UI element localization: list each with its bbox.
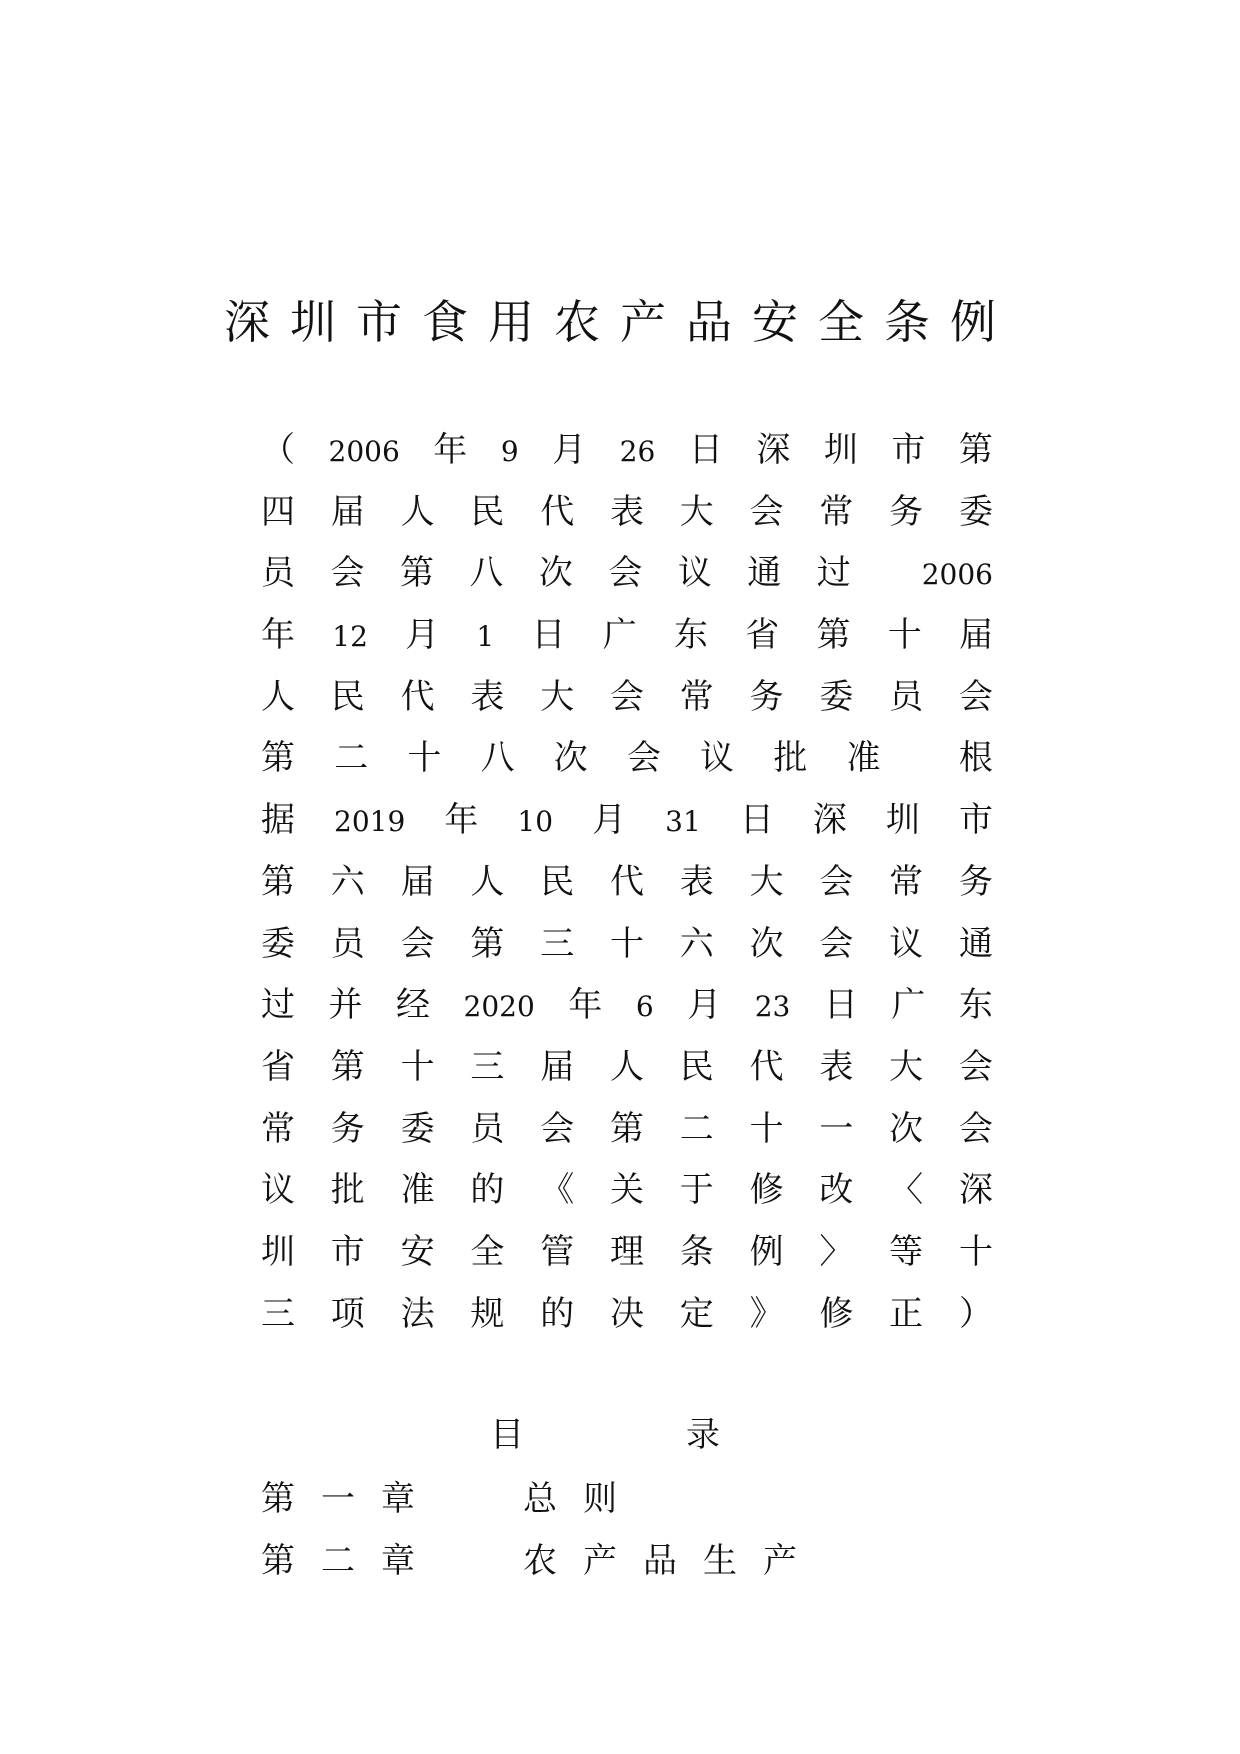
preamble-token: 圳 — [885, 800, 920, 841]
preamble-token: 的 — [470, 1170, 505, 1211]
preamble-token: 东 — [673, 615, 708, 656]
preamble-token: 届 — [330, 491, 365, 532]
preamble-token: 管 — [540, 1231, 575, 1272]
preamble-token: 第 — [330, 1046, 365, 1087]
preamble-line — [261, 1099, 993, 1161]
preamble-token: 员 — [261, 553, 295, 594]
preamble-token: 根 — [958, 738, 993, 779]
preamble-token: 广 — [602, 615, 637, 656]
preamble-token: 三 — [261, 1293, 295, 1334]
preamble-token: 十 — [958, 1231, 993, 1272]
preamble-token: 2006 — [921, 558, 993, 592]
preamble-token: 〉 — [819, 1231, 854, 1272]
preamble-token: 日 — [531, 615, 566, 656]
preamble-token: 第 — [261, 861, 295, 902]
preamble-line — [261, 728, 993, 790]
toc-heading-char: 目 — [490, 1415, 524, 1455]
preamble-token: 年 — [444, 800, 479, 841]
preamble-token: 改 — [819, 1170, 854, 1211]
preamble-token: 三 — [470, 1046, 505, 1087]
preamble-token: 常 — [819, 491, 854, 532]
preamble-token: 会 — [819, 861, 854, 902]
preamble-token: 常 — [889, 861, 924, 902]
preamble-token: 六 — [679, 923, 714, 964]
preamble-token: （ — [261, 430, 295, 470]
toc-entry — [261, 1468, 961, 1530]
preamble-token: 会 — [540, 1108, 575, 1149]
preamble-token: 年 — [433, 430, 468, 470]
preamble-token: 例 — [749, 1231, 784, 1272]
preamble-token: 务 — [330, 1108, 365, 1149]
preamble-token: 第 — [958, 430, 993, 470]
preamble-token: 会 — [749, 491, 784, 532]
preamble-token: 人 — [470, 861, 505, 902]
preamble-token: 大 — [679, 491, 714, 532]
preamble-token: 大 — [889, 1046, 924, 1087]
preamble-token: 圳 — [823, 430, 858, 470]
preamble-token: 务 — [889, 491, 924, 532]
preamble-token: 通 — [958, 923, 993, 964]
preamble-token: 6 — [635, 990, 654, 1024]
preamble-token: 修 — [819, 1293, 854, 1334]
toc-chapter-name: 农产品生产 — [523, 1541, 823, 1581]
preamble-token: 决 — [609, 1293, 644, 1334]
preamble-token: 民 — [330, 676, 365, 717]
preamble-token: 等 — [889, 1231, 924, 1272]
preamble-token: 日 — [823, 985, 858, 1026]
toc-chapter-name: 总则 — [523, 1479, 643, 1519]
preamble-token: 第 — [399, 553, 434, 594]
toc-chapter-label: 第二章 — [261, 1541, 441, 1581]
preamble-token: 并 — [328, 985, 363, 1026]
preamble-token: 修 — [749, 1170, 784, 1211]
preamble-token: 过 — [261, 985, 295, 1026]
preamble-token: 表 — [470, 676, 505, 717]
preamble-token: 二 — [334, 738, 369, 779]
preamble-line — [261, 1037, 993, 1099]
preamble-token: 八 — [480, 738, 515, 779]
preamble-token: 年 — [261, 615, 295, 656]
preamble-line — [261, 543, 993, 605]
preamble-line — [261, 1284, 993, 1346]
preamble-token: 10 — [517, 805, 554, 839]
preamble-token: 员 — [889, 676, 924, 717]
preamble-token: 23 — [754, 990, 791, 1024]
preamble-token: 26 — [619, 435, 656, 468]
preamble-token: 八 — [469, 553, 504, 594]
preamble-token: 项 — [330, 1293, 365, 1334]
preamble-token: 2020 — [463, 990, 535, 1024]
preamble-token: 条 — [679, 1231, 714, 1272]
preamble-line — [261, 420, 993, 482]
preamble-token: 第 — [470, 923, 505, 964]
preamble-token: 2006 — [328, 435, 400, 468]
preamble-token: 圳 — [261, 1231, 295, 1272]
preamble-token: 次 — [553, 738, 588, 779]
preamble-token: 深 — [756, 430, 791, 470]
preamble-token: 十 — [609, 923, 644, 964]
preamble-token: 会 — [626, 738, 661, 779]
document-title: 深圳市食用农产品安全条例 — [224, 295, 1016, 349]
preamble-token: 市 — [330, 1231, 365, 1272]
preamble-note — [261, 420, 993, 1345]
preamble-token: 十 — [887, 615, 922, 656]
preamble-token: 大 — [540, 676, 575, 717]
preamble-token: 六 — [330, 861, 365, 902]
preamble-token: 定 — [679, 1293, 714, 1334]
preamble-token: 会 — [958, 676, 993, 717]
preamble-token: 代 — [749, 1046, 784, 1087]
toc-entry — [261, 1530, 961, 1592]
preamble-token: 全 — [470, 1231, 505, 1272]
preamble-token: 〈 — [889, 1170, 924, 1211]
preamble-token: 表 — [609, 491, 644, 532]
preamble-token: 规 — [470, 1293, 505, 1334]
preamble-token: 2019 — [334, 805, 406, 839]
preamble-token: 人 — [400, 491, 435, 532]
preamble-token: 员 — [470, 1108, 505, 1149]
preamble-token: 深 — [958, 1170, 993, 1211]
preamble-token: 关 — [609, 1170, 644, 1211]
preamble-token: 日 — [739, 800, 774, 841]
preamble-token: 表 — [819, 1046, 854, 1087]
toc-chapter-label: 第一章 — [261, 1479, 441, 1519]
preamble-token: 委 — [400, 1108, 435, 1149]
preamble-token: 31 — [665, 805, 701, 839]
preamble-token: 会 — [819, 923, 854, 964]
preamble-line — [261, 1160, 993, 1222]
preamble-token: 省 — [261, 1046, 295, 1087]
preamble-token: 批 — [773, 738, 808, 779]
preamble-token: 准 — [846, 738, 881, 779]
preamble-token: 届 — [540, 1046, 575, 1087]
preamble-line — [261, 482, 993, 544]
preamble-token: 务 — [958, 861, 993, 902]
preamble-token: 12 — [332, 620, 368, 654]
preamble-token: 员 — [330, 923, 365, 964]
preamble-token: 十 — [400, 1046, 435, 1087]
preamble-token: 的 — [540, 1293, 575, 1334]
preamble-token: 会 — [958, 1046, 993, 1087]
preamble-token: 议 — [261, 1170, 295, 1211]
preamble-token: 表 — [679, 861, 714, 902]
preamble-token: 安 — [400, 1231, 435, 1272]
preamble-token: 东 — [958, 985, 993, 1026]
preamble-token: 月 — [552, 430, 587, 470]
preamble-token: 批 — [330, 1170, 365, 1211]
preamble-token: 委 — [958, 491, 993, 532]
preamble-line — [261, 667, 993, 729]
preamble-token: 民 — [540, 861, 575, 902]
preamble-line — [261, 975, 993, 1037]
preamble-token: 理 — [609, 1231, 644, 1272]
preamble-token: 《 — [540, 1170, 575, 1211]
preamble-token: 会 — [958, 1108, 993, 1149]
table-of-contents — [261, 1468, 961, 1592]
preamble-token: 广 — [891, 985, 926, 1026]
preamble-token: 第 — [816, 615, 851, 656]
preamble-token: 务 — [749, 676, 784, 717]
preamble-token: 》 — [749, 1293, 784, 1334]
preamble-token: 省 — [745, 615, 780, 656]
preamble-token: 会 — [330, 553, 365, 594]
preamble-line — [261, 1222, 993, 1284]
preamble-token: 市 — [891, 430, 926, 470]
preamble-token: 议 — [700, 738, 735, 779]
preamble-token: 一 — [819, 1108, 854, 1149]
preamble-token: 深 — [812, 800, 847, 841]
preamble-token: 1 — [476, 620, 495, 654]
preamble-token: 月 — [405, 615, 440, 656]
preamble-token: 次 — [538, 553, 573, 594]
preamble-token: 代 — [400, 676, 435, 717]
preamble-token: 委 — [819, 676, 854, 717]
preamble-token: 议 — [889, 923, 924, 964]
preamble-token: 9 — [500, 435, 519, 468]
preamble-token: 十 — [749, 1108, 784, 1149]
preamble-token: 通 — [747, 553, 782, 594]
preamble-token: 日 — [688, 430, 723, 470]
preamble-token: 月 — [592, 800, 627, 841]
preamble-token: ） — [958, 1293, 993, 1334]
preamble-token: 常 — [261, 1108, 295, 1149]
toc-heading-char: 录 — [686, 1415, 720, 1455]
preamble-token: 大 — [749, 861, 784, 902]
preamble-token: 月 — [687, 985, 722, 1026]
preamble-token: 届 — [400, 861, 435, 902]
preamble-token: 届 — [958, 615, 993, 656]
preamble-line — [261, 790, 993, 852]
preamble-line — [261, 605, 993, 667]
preamble-token: 代 — [609, 861, 644, 902]
preamble-token: 过 — [816, 553, 851, 594]
preamble-token: 次 — [889, 1108, 924, 1149]
preamble-token: 次 — [749, 923, 784, 964]
preamble-token: 会 — [609, 676, 644, 717]
preamble-token: 代 — [540, 491, 575, 532]
preamble-token: 法 — [400, 1293, 435, 1334]
preamble-token: 委 — [261, 923, 295, 964]
preamble-line — [261, 852, 993, 914]
preamble-token: 市 — [958, 800, 993, 841]
preamble-token: 据 — [261, 800, 295, 841]
preamble-token: 民 — [679, 1046, 714, 1087]
preamble-token: 常 — [679, 676, 714, 717]
preamble-token: 民 — [470, 491, 505, 532]
preamble-token: 二 — [679, 1108, 714, 1149]
preamble-token: 会 — [400, 923, 435, 964]
toc-heading — [0, 1405, 1240, 1465]
preamble-token: 年 — [568, 985, 603, 1026]
preamble-token: 第 — [609, 1108, 644, 1149]
preamble-token: 三 — [540, 923, 575, 964]
preamble-line — [261, 914, 993, 976]
preamble-token: 人 — [261, 676, 295, 717]
preamble-token: 人 — [609, 1046, 644, 1087]
preamble-token: 会 — [608, 553, 643, 594]
preamble-token: 于 — [679, 1170, 714, 1211]
preamble-token: 正 — [889, 1293, 924, 1334]
preamble-token: 十 — [407, 738, 442, 779]
preamble-token: 第 — [261, 738, 295, 779]
preamble-token: 议 — [677, 553, 712, 594]
preamble-token: 经 — [396, 985, 431, 1026]
preamble-token: 准 — [400, 1170, 435, 1211]
preamble-token: 四 — [261, 491, 295, 532]
